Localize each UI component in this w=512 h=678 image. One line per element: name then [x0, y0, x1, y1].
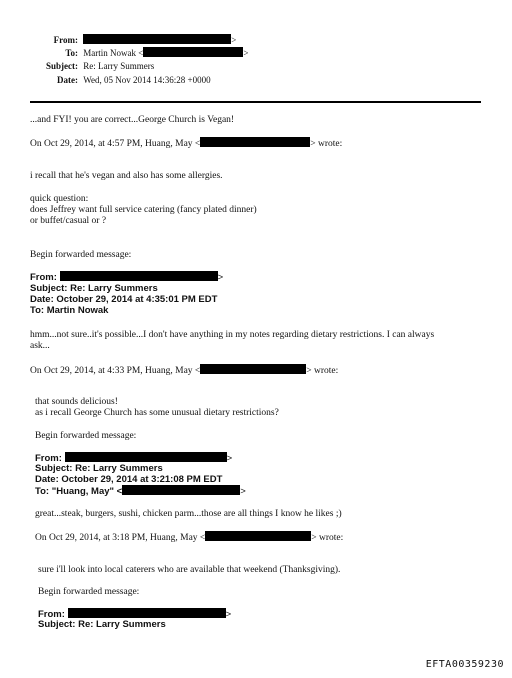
header-to-value: Martin Nowak < [83, 48, 144, 58]
fwd-from-row [30, 271, 223, 283]
header-date-value: Wed, 05 Nov 2014 14:36:28 +0000 [83, 75, 211, 85]
redaction-bar [200, 364, 306, 374]
fwd-subject: Subject: Re: Larry Summers [35, 463, 163, 474]
fwd-date [30, 294, 217, 305]
body-line: ask... [30, 341, 50, 351]
fwd-to-row [35, 485, 246, 497]
header-subject-row [30, 61, 154, 71]
body-line-fyi: ...and FYI! you are correct...George Church is Vegan! [30, 115, 235, 125]
body-line: quick question: [30, 194, 89, 204]
redaction-bar [205, 531, 311, 541]
quote-header-text: > wrote: [311, 533, 344, 543]
body-line: hmm...not sure..it's possible...I don't have anything in my notes regarding dietary restrictions. I can always [30, 330, 435, 340]
close-bracket: > [226, 453, 233, 464]
body-line: that sounds delicious! [35, 397, 118, 407]
body-line: great...steak, burgers, sushi, chicken parm...those are all things I know he likes ;) [35, 509, 342, 519]
header-subject-label: Subject: [46, 61, 78, 71]
quote-header-text: On Oct 29, 2014, at 4:33 PM, Huang, May < [30, 366, 201, 376]
header-from-row [30, 34, 236, 45]
close-bracket: > [231, 35, 237, 45]
quote-header-3 [35, 531, 343, 543]
quote-header-text: > wrote: [306, 366, 339, 376]
quote-header-1 [30, 137, 342, 149]
forwarded-label: Begin forwarded message: [35, 431, 137, 441]
close-bracket: > [240, 486, 246, 497]
quote-header-text: On Oct 29, 2014, at 3:18 PM, Huang, May < [35, 533, 206, 543]
header-to-row [30, 47, 248, 58]
header-to-label: To: [65, 48, 78, 58]
close-bracket: > [217, 272, 224, 283]
fwd-subject: Subject: Re: Larry Summers [38, 619, 166, 630]
fwd-from-label: From: [38, 609, 65, 620]
quote-header-2 [30, 364, 338, 376]
close-bracket: > [225, 609, 232, 620]
body-line: as i recall George Church has some unusual dietary restrictions? [35, 408, 279, 418]
redaction-bar [83, 34, 231, 44]
header-from-label: From: [53, 35, 78, 45]
header-date-row [30, 75, 211, 85]
fwd-date: Date: October 29, 2014 at 3:21:08 PM EDT [35, 474, 223, 485]
body-line: does Jeffrey want full service catering (fancy plated dinner) [30, 205, 257, 215]
header-date-label: Date: [57, 75, 78, 85]
redaction-bar [122, 485, 240, 495]
document-id: EFTA00359230 [425, 659, 504, 670]
fwd-from-label: From: [30, 272, 57, 283]
redaction-bar [60, 271, 218, 281]
header-subject-value: Re: Larry Summers [83, 61, 155, 71]
fwd-to: To: Martin Nowak [30, 305, 109, 316]
quote-header-text: > wrote: [310, 139, 343, 149]
header-divider [30, 101, 481, 103]
redaction-bar [68, 608, 226, 618]
redaction-bar [200, 137, 310, 147]
body-para: i recall that he's vegan and also has some allergies. [30, 171, 223, 181]
fwd-from-label: From: [35, 453, 62, 464]
close-bracket: > [243, 48, 249, 58]
fwd-subject: Subject: Re: Larry Summers [30, 283, 158, 294]
redaction-bar [65, 452, 227, 462]
fwd-to-text: To: "Huang, May" < [35, 486, 123, 497]
forwarded-label: Begin forwarded message: [38, 587, 140, 597]
forwarded-label: Begin forwarded message: [30, 250, 132, 260]
quote-header-text: On Oct 29, 2014, at 4:57 PM, Huang, May < [30, 139, 201, 149]
redaction-bar [143, 47, 243, 57]
body-line: or buffet/casual or ? [30, 216, 107, 226]
fwd-date-text: Date: October 29, 2014 at 4:35:01 PM EDT [30, 294, 218, 305]
body-line: sure i'll look into local caterers who are available that weekend (Thanksgiving). [38, 565, 341, 575]
